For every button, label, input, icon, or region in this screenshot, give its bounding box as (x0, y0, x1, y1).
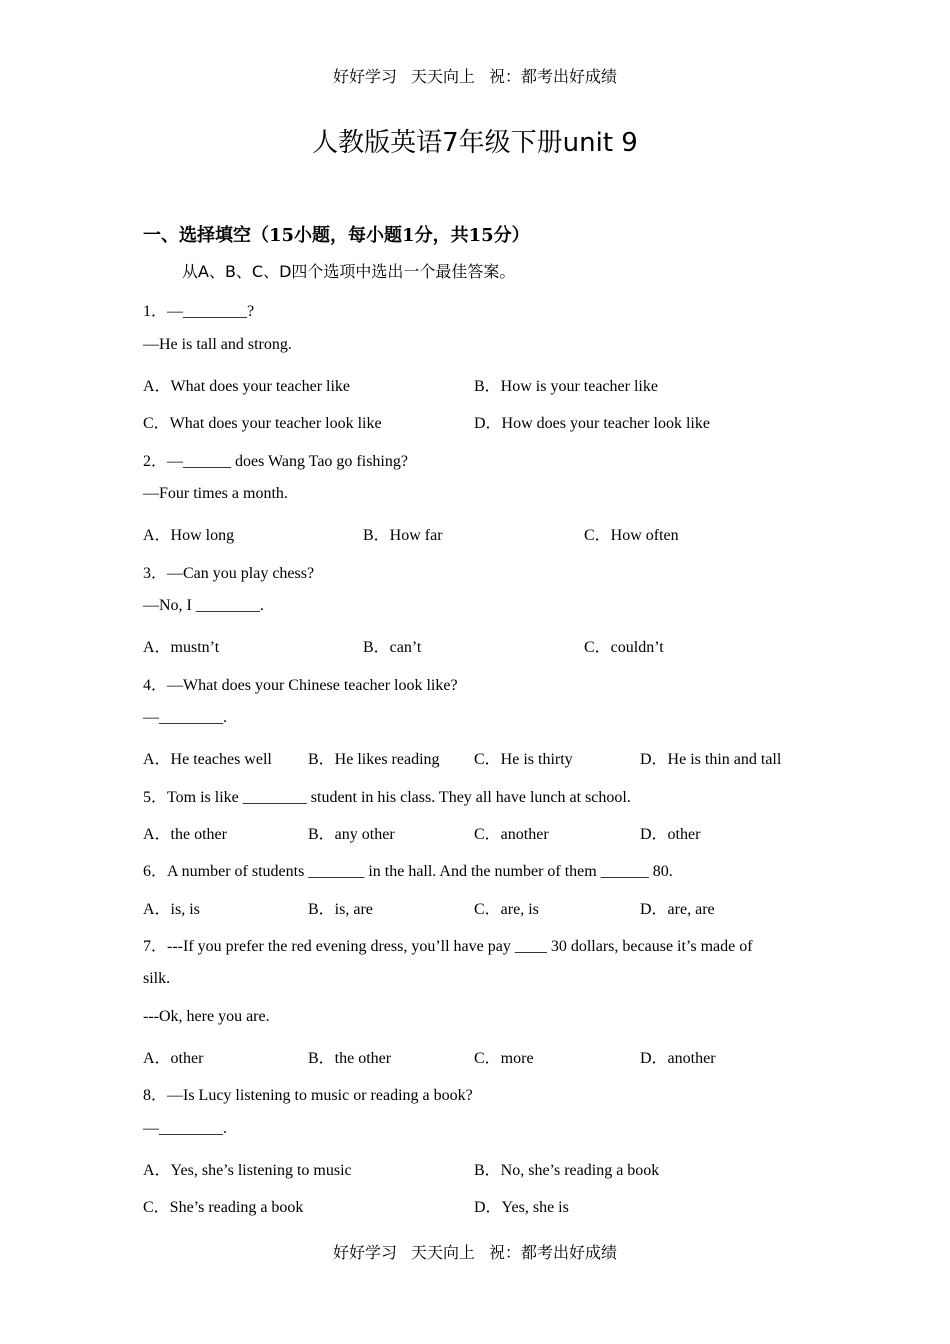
page-footer (0, 1240, 950, 1263)
question-3-option-a: A．mustn’t (143, 639, 220, 656)
question-8-stem: 8．—Is Lucy listening to music or reading a book? (143, 1087, 473, 1104)
question-7-option-b: B．the other (308, 1050, 392, 1067)
question-8-reply: —________. (143, 1120, 227, 1137)
question-6-option-d: D．are, are (640, 901, 715, 918)
question-2-option-c: C．How often (584, 527, 679, 544)
question-5-option-b: B．any other (308, 826, 395, 843)
header-right: 祝：都考出好成绩 (489, 67, 618, 86)
header-mid: 天天向上 (410, 67, 475, 86)
section-heading: 一、选择填空（15小题，每小题1分，共15分） (143, 225, 530, 246)
footer-right: 祝：都考出好成绩 (489, 1243, 618, 1262)
question-7-stem: 7．---If you prefer the red evening dress, you’ll have pay ____ 30 dollars, because it’s made of (143, 938, 753, 955)
question-7-option-d: D．another (640, 1050, 716, 1067)
footer-left: 好好学习 (332, 1243, 397, 1262)
question-4-reply: —________. (143, 709, 227, 726)
question-3-reply: —No, I ________. (143, 597, 264, 614)
question-5-stem: 5．Tom is like ________ student in his class. They all have lunch at school. (143, 789, 631, 806)
question-7-option-c: C．more (474, 1050, 534, 1067)
question-5-option-c: C．another (474, 826, 549, 843)
page-header (0, 64, 950, 87)
question-7-stem-cont: silk. (143, 970, 171, 987)
question-4-option-c: C．He is thirty (474, 751, 573, 768)
question-2-stem: 2．—______ does Wang Tao go fishing? (143, 453, 408, 470)
question-6-stem: 6．A number of students _______ in the hall. And the number of them ______ 80. (143, 863, 673, 880)
question-1-option-c: C．What does your teacher look like (143, 415, 382, 432)
question-4-stem: 4．—What does your Chinese teacher look like? (143, 677, 458, 694)
question-2-reply: —Four times a month. (143, 485, 288, 502)
question-8-option-d: D．Yes, she is (474, 1199, 569, 1216)
question-8-option-b: B．No, she’s reading a book (474, 1162, 660, 1179)
question-8-option-c: C．She’s reading a book (143, 1199, 304, 1216)
question-1-option-d: D．How does your teacher look like (474, 415, 710, 432)
question-7-reply: ---Ok, here you are. (143, 1008, 270, 1025)
question-4-option-d: D．He is thin and tall (640, 751, 782, 768)
question-3-stem: 3．—Can you play chess? (143, 565, 315, 582)
question-8-option-a: A．Yes, she’s listening to music (143, 1162, 352, 1179)
section-instruction: 从A、B、C、D四个选项中选出一个最佳答案。 (182, 262, 516, 281)
question-6-option-a: A．is, is (143, 901, 200, 918)
question-3-option-c: C．couldn’t (584, 639, 664, 656)
question-2-option-b: B．How far (363, 527, 443, 544)
question-3-option-b: B．can’t (363, 639, 422, 656)
question-6-option-b: B．is, are (308, 901, 373, 918)
question-7-option-a: A．other (143, 1050, 204, 1067)
document-title: 人教版英语7年级下册unit 9 (312, 128, 638, 158)
question-4-option-a: A．He teaches well (143, 751, 272, 768)
footer-mid: 天天向上 (410, 1243, 475, 1262)
question-4-option-b: B．He likes reading (308, 751, 440, 768)
question-1-reply: —He is tall and strong. (143, 336, 292, 353)
question-5-option-d: D．other (640, 826, 701, 843)
question-5-option-a: A．the other (143, 826, 227, 843)
question-1-stem: 1．—________? (143, 303, 255, 320)
question-1-option-a: A．What does your teacher like (143, 378, 351, 395)
question-1-option-b: B．How is your teacher like (474, 378, 658, 395)
header-left: 好好学习 (332, 67, 397, 86)
question-2-option-a: A．How long (143, 527, 235, 544)
question-6-option-c: C．are, is (474, 901, 539, 918)
